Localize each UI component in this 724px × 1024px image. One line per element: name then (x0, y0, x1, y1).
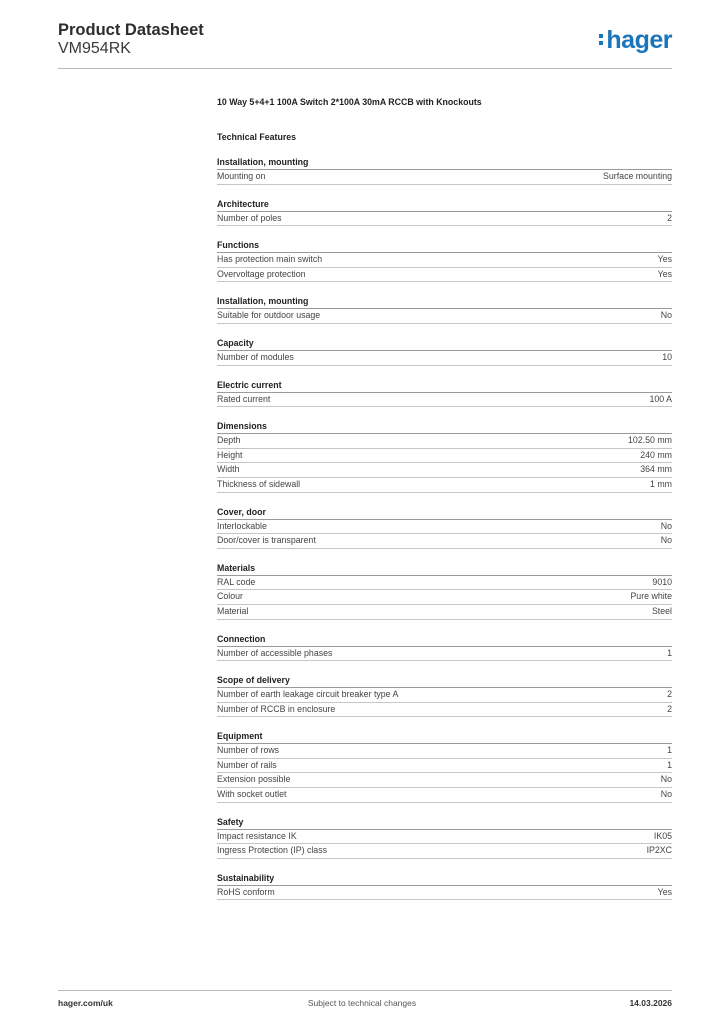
product-description: 10 Way 5+4+1 100A Switch 2*100A 30mA RCCB with Knockouts (217, 97, 482, 107)
footer-divider (58, 990, 672, 991)
document-title: Product Datasheet (58, 21, 204, 39)
feature-section (217, 633, 672, 662)
feature-section (217, 337, 672, 366)
header-divider (58, 68, 672, 69)
section-title: Architecture (217, 198, 672, 212)
feature-value: Steel (651, 605, 672, 616)
feature-label: Impact resistance IK (217, 830, 297, 841)
feature-label: Extension possible (217, 774, 291, 785)
section-title: Dimensions (217, 420, 672, 434)
feature-value: 9010 (652, 576, 672, 587)
feature-row (217, 688, 672, 703)
feature-label: Number of earth leakage circuit breaker type A (217, 689, 399, 700)
feature-label: Rated current (217, 393, 271, 404)
feature-value: 1 (667, 745, 672, 756)
feature-section (217, 156, 672, 185)
feature-row (217, 351, 672, 366)
feature-label: Suitable for outdoor usage (217, 310, 321, 321)
feature-label: RoHS conform (217, 886, 275, 897)
footer-notice: Subject to technical changes (307, 998, 417, 1008)
hager-logo (599, 28, 672, 53)
feature-label: Number of rails (217, 759, 277, 770)
feature-value: No (660, 789, 672, 800)
feature-value: 102.50 mm (627, 435, 672, 446)
feature-value: No (660, 310, 672, 321)
technical-features-heading: Technical Features (217, 132, 297, 142)
section-title: Electric current (217, 379, 672, 393)
feature-value: 2 (667, 689, 672, 700)
feature-row (217, 520, 672, 535)
feature-value: Yes (657, 268, 672, 279)
feature-row (217, 449, 672, 464)
feature-section (217, 295, 672, 324)
feature-row (217, 703, 672, 718)
feature-section (217, 816, 672, 859)
feature-row (217, 647, 672, 662)
feature-row (217, 744, 672, 759)
feature-value: 364 mm (640, 464, 672, 475)
logo-dots-icon (599, 31, 604, 48)
feature-section (217, 730, 672, 802)
feature-section (217, 420, 672, 492)
feature-row (217, 309, 672, 324)
datasheet-content (217, 96, 672, 900)
feature-row (217, 788, 672, 803)
feature-label: With socket outlet (217, 789, 287, 800)
section-title: Functions (217, 239, 672, 253)
section-title: Installation, mounting (217, 295, 672, 309)
feature-row (217, 773, 672, 788)
feature-value: 100 A (649, 393, 672, 404)
section-title: Connection (217, 633, 672, 647)
feature-row (217, 576, 672, 591)
feature-label: Material (217, 605, 249, 616)
feature-label: Number of rows (217, 745, 280, 756)
feature-value: IK05 (653, 830, 672, 841)
feature-row (217, 886, 672, 901)
feature-row (217, 759, 672, 774)
feature-label: Door/cover is transparent (217, 535, 316, 546)
footer-date: 14.03.2026 (629, 998, 672, 1008)
feature-section (217, 198, 672, 227)
feature-label: Interlockable (217, 520, 267, 531)
feature-value: 2 (667, 212, 672, 223)
section-title: Sustainability (217, 872, 672, 886)
logo-text: hager (606, 26, 672, 54)
feature-sections (217, 156, 672, 900)
feature-value: 1 (667, 759, 672, 770)
feature-value: Yes (657, 254, 672, 265)
feature-section (217, 562, 672, 620)
feature-row (217, 393, 672, 408)
feature-label: Number of accessible phases (217, 647, 333, 658)
feature-label: Has protection main switch (217, 254, 323, 265)
feature-value: 10 (662, 351, 672, 362)
section-title: Safety (217, 816, 672, 830)
feature-value: 240 mm (640, 449, 672, 460)
product-code: VM954RK (58, 40, 131, 57)
feature-label: Colour (217, 591, 243, 602)
feature-value: Surface mounting (603, 171, 672, 181)
feature-label: Overvoltage protection (217, 268, 306, 279)
section-title: Capacity (217, 337, 672, 351)
feature-section (217, 379, 672, 408)
feature-value: No (660, 774, 672, 785)
feature-row (217, 534, 672, 549)
section-title: Scope of delivery (217, 674, 672, 688)
feature-row (217, 605, 672, 620)
feature-row (217, 590, 672, 605)
section-title: Equipment (217, 730, 672, 744)
feature-value: IP2XC (646, 845, 672, 856)
section-title: Materials (217, 562, 672, 576)
section-title: Installation, mounting (217, 156, 672, 170)
feature-row (217, 212, 672, 227)
feature-value: 1 mm (650, 478, 672, 489)
feature-row (217, 268, 672, 283)
feature-label: Number of poles (217, 212, 282, 223)
feature-value: No (660, 535, 672, 546)
feature-value: 1 (667, 647, 672, 658)
feature-section (217, 506, 672, 549)
section-title: Cover, door (217, 506, 672, 520)
feature-row (217, 830, 672, 845)
feature-label: Number of modules (217, 351, 294, 362)
feature-label: Depth (217, 435, 241, 446)
feature-label: Width (217, 464, 240, 475)
feature-row (217, 478, 672, 493)
feature-label: RAL code (217, 576, 256, 587)
feature-value: Yes (657, 886, 672, 897)
feature-value: No (660, 520, 672, 531)
feature-section (217, 674, 672, 717)
feature-value: Pure white (630, 591, 672, 602)
feature-label: Thickness of sidewall (217, 478, 301, 489)
feature-label: Height (217, 449, 243, 460)
feature-label: Mounting on (217, 171, 266, 181)
footer-website-link[interactable]: hager.com/uk (58, 998, 113, 1008)
feature-row (217, 170, 672, 185)
feature-row (217, 463, 672, 478)
feature-row (217, 844, 672, 859)
feature-value: 2 (667, 703, 672, 714)
feature-label: Ingress Protection (IP) class (217, 845, 327, 856)
feature-row (217, 434, 672, 449)
feature-section (217, 872, 672, 901)
feature-section (217, 239, 672, 282)
feature-label: Number of RCCB in enclosure (217, 703, 336, 714)
feature-row (217, 253, 672, 268)
